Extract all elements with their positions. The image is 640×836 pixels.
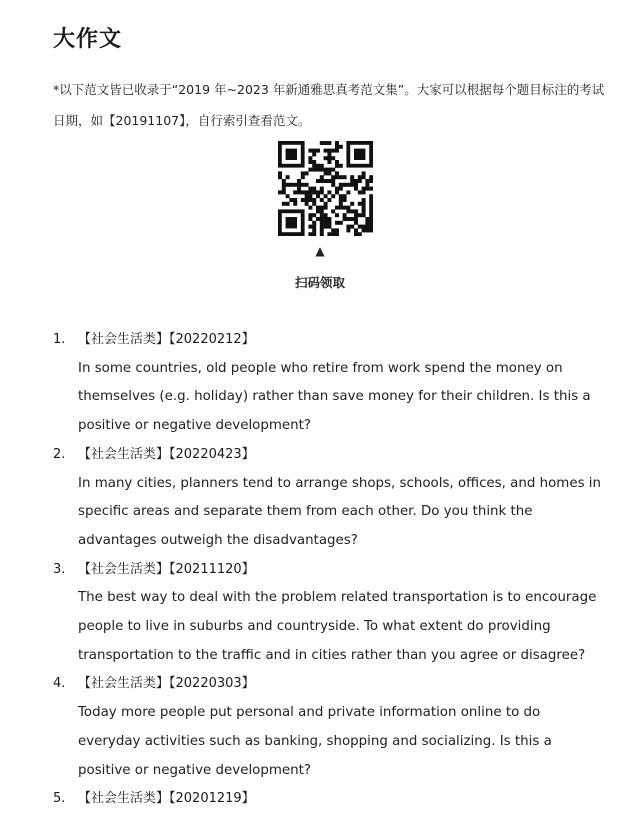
topic-tag: 【社会生活类】【20201219】 [78, 791, 255, 807]
topic-number: 5. [53, 791, 66, 807]
topic-text: Today more people put personal and private information online to do everyday activities such as banking, shopping and socializing. Is this a positive or negative development? [78, 705, 552, 778]
topic-text: In many cities, planners tend to arrange shops, schools, offices, and homes in specific areas and separate them from each other. Do you think the advantages outweigh the disadvantages? [78, 475, 602, 548]
topic-text: The best way to deal with the problem related transportation is to encourage people to live in suburbs and countryside. To what extent do providing transportation to the traffic and in cities rather than you agree or disagree? [78, 590, 597, 663]
topic-item [53, 556, 613, 671]
topic-tag: 【社会生活类】【20220303】 [78, 676, 255, 692]
topic-tag: 【社会生活类】【20220423】 [78, 446, 255, 462]
topic-number: 4. [53, 676, 66, 692]
topic-number: 3. [53, 561, 66, 577]
intro-paragraph: *以下范文皆已收录于“2019 年~2023 年新通雅思真考范文集”。大家可以根据每个题目标注的考试日期，如【20191107】，自行索引查看范文。 [53, 82, 605, 128]
topic-item [53, 326, 613, 441]
topic-tag: 【社会生活类】【20220212】 [78, 332, 255, 347]
topic-item [53, 441, 613, 556]
qr-code-icon [278, 141, 373, 236]
topic-tag: 【社会生活类】【20211120】 [78, 561, 255, 577]
essay-topic-list [53, 326, 613, 814]
topic-number: 2. [53, 446, 66, 462]
qr-caption: 扫码领取 [294, 275, 345, 290]
qr-code-image [278, 141, 373, 236]
topic-number: 1. [53, 332, 66, 347]
topic-item [53, 670, 613, 785]
up-arrow-icon: ▲ [315, 244, 325, 258]
topic-item [53, 785, 613, 814]
topic-text: In some countries, old people who retire from work spend the money on themselves (e.g. holiday) rather than save money for their children. Is this a positive or negative development? [78, 360, 591, 434]
page-title: 大作文 [53, 27, 123, 52]
